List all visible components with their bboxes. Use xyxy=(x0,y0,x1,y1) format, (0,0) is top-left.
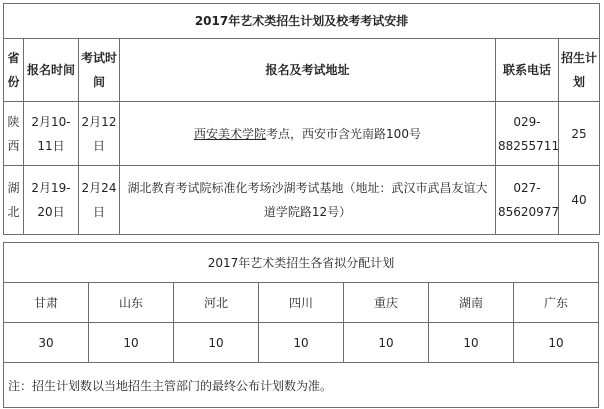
row-phone: 029-88255711 xyxy=(496,102,559,166)
quota-value-cell: 10 xyxy=(344,323,429,363)
province-cell: 湖南 xyxy=(429,283,514,323)
row-location xyxy=(120,102,496,166)
row-exam-time: 2月24日 xyxy=(79,166,120,235)
header-register-time: 报名时间 xyxy=(24,39,79,102)
quota-value-cell: 10 xyxy=(89,323,174,363)
province-cell: 重庆 xyxy=(344,283,429,323)
quota-value-cell: 10 xyxy=(174,323,259,363)
quota-value-cell: 30 xyxy=(4,323,89,363)
province-cell: 广东 xyxy=(514,283,599,323)
table-row xyxy=(4,102,600,166)
header-exam-time: 考试时间 xyxy=(79,39,120,102)
schedule-title: 2017年艺术类招生计划及校考考试安排 xyxy=(4,4,600,39)
school-link[interactable]: 西安美术学院 xyxy=(194,126,267,141)
schedule-header-row xyxy=(4,39,600,102)
row-exam-time: 2月12日 xyxy=(79,102,120,166)
row-quota: 25 xyxy=(559,102,600,166)
quota-value-row xyxy=(4,323,599,363)
quota-value-cell: 10 xyxy=(514,323,599,363)
province-cell: 山东 xyxy=(89,283,174,323)
row-quota: 40 xyxy=(559,166,600,235)
row-location: 湖北教育考试院标准化考场沙湖考试基地（地址：武汉市武昌友谊大道学院路12号） xyxy=(120,166,496,235)
quota-title: 2017年艺术类招生各省拟分配计划 xyxy=(4,243,599,283)
header-location: 报名及考试地址 xyxy=(120,39,496,102)
province-cell: 河北 xyxy=(174,283,259,323)
row-province: 陕西 xyxy=(4,102,24,166)
province-quota-table xyxy=(3,242,599,408)
quota-title-row xyxy=(4,243,599,283)
header-province: 省份 xyxy=(4,39,24,102)
row-register-time: 2月10-11日 xyxy=(24,102,79,166)
header-phone: 联系电话 xyxy=(496,39,559,102)
quota-province-row xyxy=(4,283,599,323)
province-cell: 甘肃 xyxy=(4,283,89,323)
location-text: 考点，西安市含光南路100号 xyxy=(266,126,421,141)
header-quota: 招生计划 xyxy=(559,39,600,102)
row-register-time: 2月19-20日 xyxy=(24,166,79,235)
exam-schedule-table xyxy=(3,3,600,235)
quota-value-cell: 10 xyxy=(259,323,344,363)
quota-value-cell: 10 xyxy=(429,323,514,363)
quota-note: 注：招生计划数以当地招生主管部门的最终公布计划数为准。 xyxy=(4,363,599,408)
schedule-title-row xyxy=(4,4,600,39)
row-province: 湖北 xyxy=(4,166,24,235)
province-cell: 四川 xyxy=(259,283,344,323)
table-row xyxy=(4,166,600,235)
quota-note-row xyxy=(4,363,599,408)
row-phone: 027-85620977 xyxy=(496,166,559,235)
